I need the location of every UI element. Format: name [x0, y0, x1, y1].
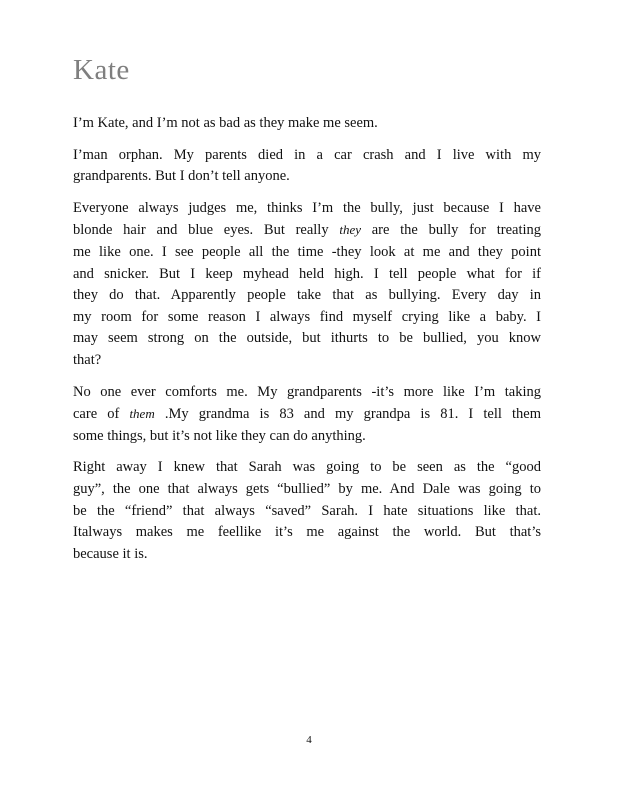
- text-line: guy”, the one that always gets “bullied” by me. And Dale was going to: [73, 480, 541, 497]
- text-line: Everyone always judges me, thinks I’m the bully, just because I have: [73, 199, 541, 216]
- text-line: they do that. Apparently people take that as bullying. Every day in: [73, 287, 541, 304]
- document-body: [73, 113, 541, 575]
- text-line: some things, but it’s not like they can do anything.: [73, 427, 366, 444]
- text-line: and snicker. But I keep myhead held high. I tell people what for if: [73, 265, 541, 282]
- paragraph-4: [73, 382, 541, 448]
- text-line: may seem strong on the outside, but ithurts to be bullied, you know: [73, 330, 541, 347]
- text-line: Right away I knew that Sarah was going to be seen as the “good: [73, 459, 541, 476]
- paragraph-3: [73, 198, 541, 372]
- paragraph-1: [73, 113, 541, 135]
- text-line: I’man orphan. My parents died in a car crash and I live with my: [73, 146, 541, 163]
- italic-text: they: [339, 222, 361, 238]
- text-line: Italways makes me feellike it’s me against the world. But that’s: [73, 524, 541, 541]
- text-line: No one ever comforts me. My grandparents -it’s more like I’m taking: [73, 383, 541, 400]
- text-segment: blonde hair and blue eyes. But really: [73, 222, 329, 239]
- text-line: me like one. I see people all the time -they look at me and they point: [73, 243, 541, 260]
- text-line-mixed: [73, 219, 541, 242]
- chapter-title: Kate: [73, 54, 130, 86]
- page-number: 4: [306, 734, 312, 746]
- text-line: I’m Kate, and I’m not as bad as they make me seem.: [73, 115, 378, 131]
- text-segment: are the bully for treating: [371, 222, 542, 239]
- paragraph-5: [73, 457, 541, 565]
- paragraph-2: [73, 145, 541, 188]
- text-line: grandparents. But I don’t tell anyone.: [73, 168, 290, 185]
- text-segment: .My grandma is 83 and my grandpa is 81. I tell them: [164, 406, 541, 423]
- text-line-mixed: [73, 403, 541, 426]
- text-line: that?: [73, 351, 102, 368]
- text-line: be the “friend” that always “saved” Sarah. I hate situations like that.: [73, 502, 541, 519]
- text-line: because it is.: [73, 545, 148, 562]
- text-segment: care of: [73, 406, 120, 423]
- text-line: my room for some reason I always find myself crying like a baby. I: [73, 308, 541, 325]
- italic-text: them: [129, 406, 155, 422]
